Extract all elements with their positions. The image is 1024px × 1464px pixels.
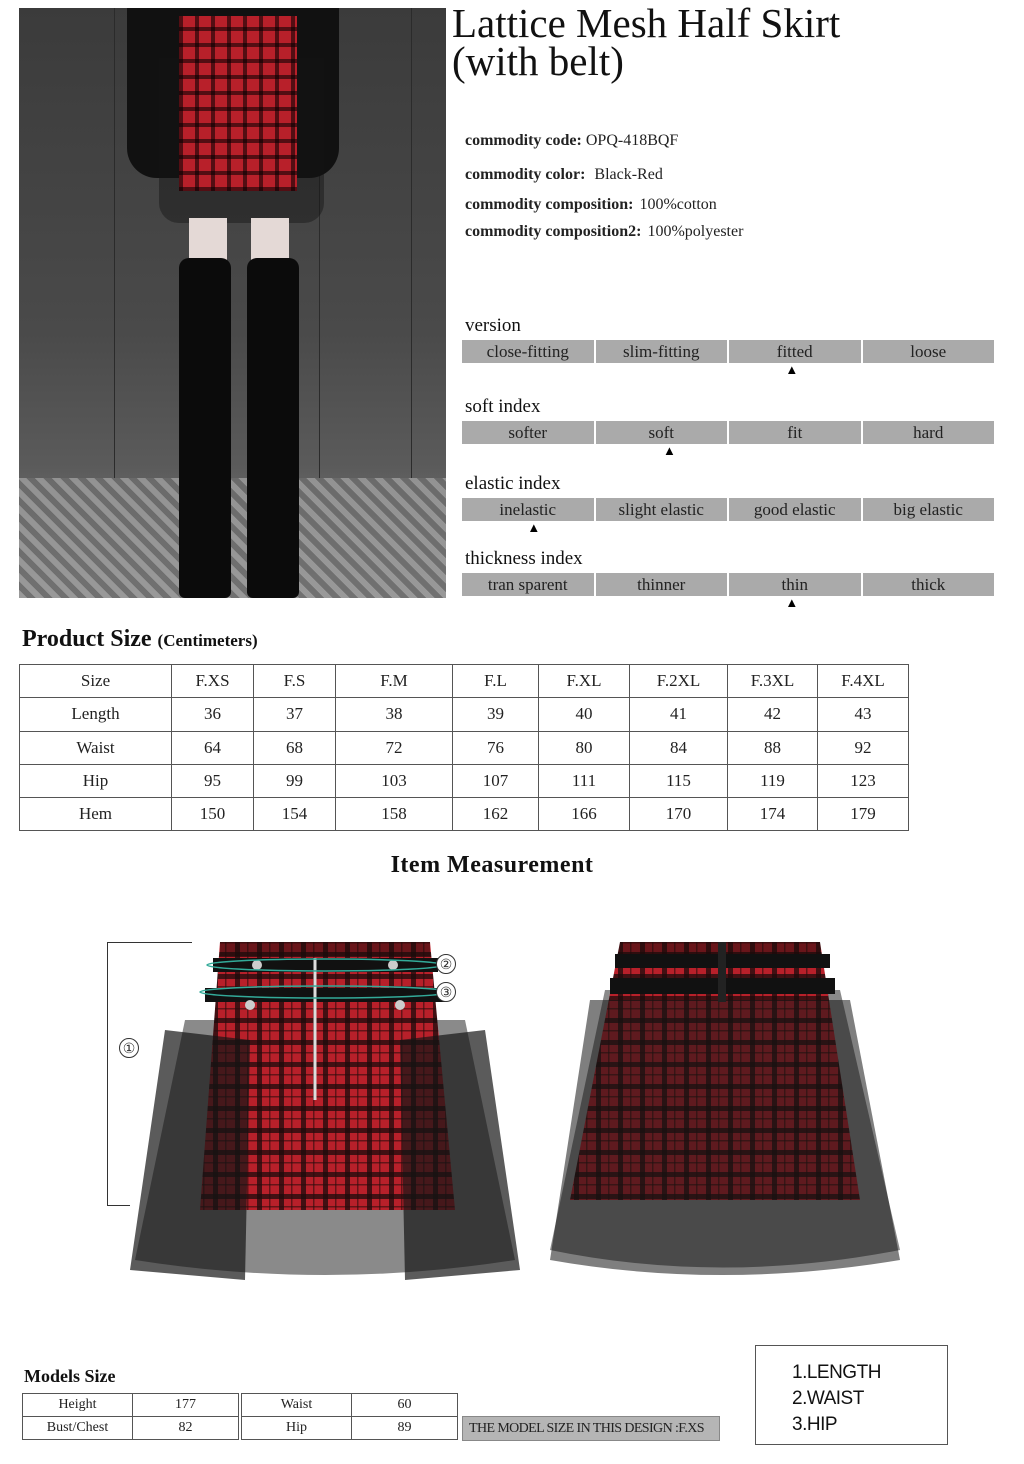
table-cell: 80 — [539, 731, 630, 764]
table-cell: 158 — [336, 798, 453, 831]
soft-index-title: soft index — [465, 396, 541, 417]
spec-composition — [465, 196, 717, 214]
spec-label: commodity color: — [465, 166, 586, 183]
table-cell: 84 — [630, 731, 728, 764]
product-size-unit: (Centimeters) — [157, 631, 258, 650]
header-cell: F.L — [453, 665, 539, 698]
table-cell: Waist — [242, 1394, 352, 1417]
spec-composition2 — [465, 223, 743, 241]
item-measurement-title: Item Measurement — [390, 852, 594, 878]
table-cell: Length — [20, 698, 172, 731]
elastic-index-option: slight elastic — [596, 498, 728, 521]
header-cell: Size — [20, 665, 172, 698]
version-bar — [462, 340, 994, 363]
table-row — [20, 798, 909, 831]
table-cell: 43 — [818, 698, 909, 731]
table-cell: 76 — [453, 731, 539, 764]
table-row — [20, 731, 909, 764]
version-option: fitted — [729, 340, 861, 363]
table-cell: 150 — [172, 798, 254, 831]
product-size-title — [22, 626, 258, 653]
product-size-heading: Product Size — [22, 626, 152, 652]
thickness-index-bar — [462, 573, 994, 596]
marker-waist: ② — [436, 954, 456, 974]
soft-index-option: fit — [729, 421, 861, 444]
thickness-index-option: thinner — [596, 573, 728, 596]
spec-value: OPQ-418BQF — [585, 132, 679, 149]
table-cell: Waist — [20, 731, 172, 764]
table-row — [242, 1417, 458, 1440]
table-row — [242, 1394, 458, 1417]
marker-hip: ③ — [436, 982, 456, 1002]
thickness-index-marker-icon: ▲ — [785, 595, 799, 610]
table-cell: 170 — [630, 798, 728, 831]
table-cell: 99 — [254, 764, 336, 797]
table-cell: 82 — [133, 1417, 239, 1440]
elastic-index-marker-icon: ▲ — [527, 520, 541, 535]
soft-index-option: soft — [596, 421, 728, 444]
legend-item: 1.LENGTH — [792, 1362, 881, 1383]
table-cell: Bust/Chest — [23, 1417, 133, 1440]
table-cell: 166 — [539, 798, 630, 831]
version-marker-icon: ▲ — [785, 362, 799, 377]
models-size-table-right — [241, 1393, 458, 1440]
version-title: version — [465, 315, 521, 336]
product-photo — [19, 8, 446, 598]
table-cell: 68 — [254, 731, 336, 764]
table-cell: Height — [23, 1394, 133, 1417]
header-cell: F.3XL — [728, 665, 818, 698]
version-option: close-fitting — [462, 340, 594, 363]
table-cell: 123 — [818, 764, 909, 797]
table-row — [23, 1394, 239, 1417]
table-cell: 111 — [539, 764, 630, 797]
table-row — [20, 698, 909, 731]
spec-label: commodity composition2: — [465, 223, 642, 240]
thickness-index-option: thick — [863, 573, 995, 596]
spec-color — [465, 166, 663, 184]
table-cell: 40 — [539, 698, 630, 731]
model-size-note: THE MODEL SIZE IN THIS DESIGN :F.XS — [462, 1416, 720, 1441]
version-option: loose — [863, 340, 995, 363]
version-option: slim-fitting — [596, 340, 728, 363]
elastic-index-option: good elastic — [729, 498, 861, 521]
spec-value: 100%polyester — [647, 223, 744, 240]
table-cell: 60 — [352, 1394, 458, 1417]
table-cell: 89 — [352, 1417, 458, 1440]
elastic-index-bar — [462, 498, 994, 521]
table-cell: 103 — [336, 764, 453, 797]
product-size-table — [19, 664, 909, 831]
spec-label: commodity composition: — [465, 196, 634, 213]
thickness-index-option: tran sparent — [462, 573, 594, 596]
header-cell: F.XS — [172, 665, 254, 698]
table-cell: 107 — [453, 764, 539, 797]
header-cell: F.M — [336, 665, 453, 698]
legend-item: 2.WAIST — [792, 1388, 864, 1409]
table-cell: Hem — [20, 798, 172, 831]
table-cell: 177 — [133, 1394, 239, 1417]
spec-value: 100%cotton — [639, 196, 717, 213]
header-cell: F.XL — [539, 665, 630, 698]
elastic-index-option: big elastic — [863, 498, 995, 521]
spec-label: commodity code: — [465, 132, 582, 149]
table-cell: 39 — [453, 698, 539, 731]
soft-index-option: softer — [462, 421, 594, 444]
table-row — [20, 764, 909, 797]
table-cell: 41 — [630, 698, 728, 731]
spec-value: Black-Red — [594, 166, 663, 183]
table-header-row — [20, 665, 909, 698]
table-cell: 37 — [254, 698, 336, 731]
table-cell: 179 — [818, 798, 909, 831]
table-cell: 95 — [172, 764, 254, 797]
marker-length: ① — [119, 1038, 139, 1058]
thickness-index-title: thickness index — [465, 548, 583, 569]
table-cell: 72 — [336, 731, 453, 764]
skirt-back-illustration — [530, 930, 910, 1310]
table-cell: Hip — [242, 1417, 352, 1440]
table-cell: 64 — [172, 731, 254, 764]
table-cell: Hip — [20, 764, 172, 797]
table-cell: 119 — [728, 764, 818, 797]
table-cell: 115 — [630, 764, 728, 797]
table-cell: 154 — [254, 798, 336, 831]
models-size-table-left — [22, 1393, 239, 1440]
header-cell: F.2XL — [630, 665, 728, 698]
table-cell: 36 — [172, 698, 254, 731]
product-title-line2: (with belt) — [452, 38, 624, 84]
measurement-legend — [755, 1345, 948, 1445]
header-cell: F.4XL — [818, 665, 909, 698]
table-cell: 162 — [453, 798, 539, 831]
thickness-index-option: thin — [729, 573, 861, 596]
soft-index-option: hard — [863, 421, 995, 444]
table-cell: 42 — [728, 698, 818, 731]
table-cell: 38 — [336, 698, 453, 731]
soft-index-bar — [462, 421, 994, 444]
table-cell: 88 — [728, 731, 818, 764]
table-cell: 174 — [728, 798, 818, 831]
models-size-title: Models Size — [24, 1366, 116, 1386]
length-bracket — [107, 942, 191, 1206]
table-cell: 92 — [818, 731, 909, 764]
product-title-line1: Lattice Mesh Half Skirt — [452, 0, 841, 46]
elastic-index-title: elastic index — [465, 473, 561, 494]
elastic-index-option: inelastic — [462, 498, 594, 521]
table-row — [23, 1417, 239, 1440]
spec-code — [465, 132, 678, 150]
soft-index-marker-icon: ▲ — [663, 443, 676, 458]
legend-item: 3.HIP — [792, 1414, 838, 1435]
product-title — [452, 0, 1012, 84]
header-cell: F.S — [254, 665, 336, 698]
